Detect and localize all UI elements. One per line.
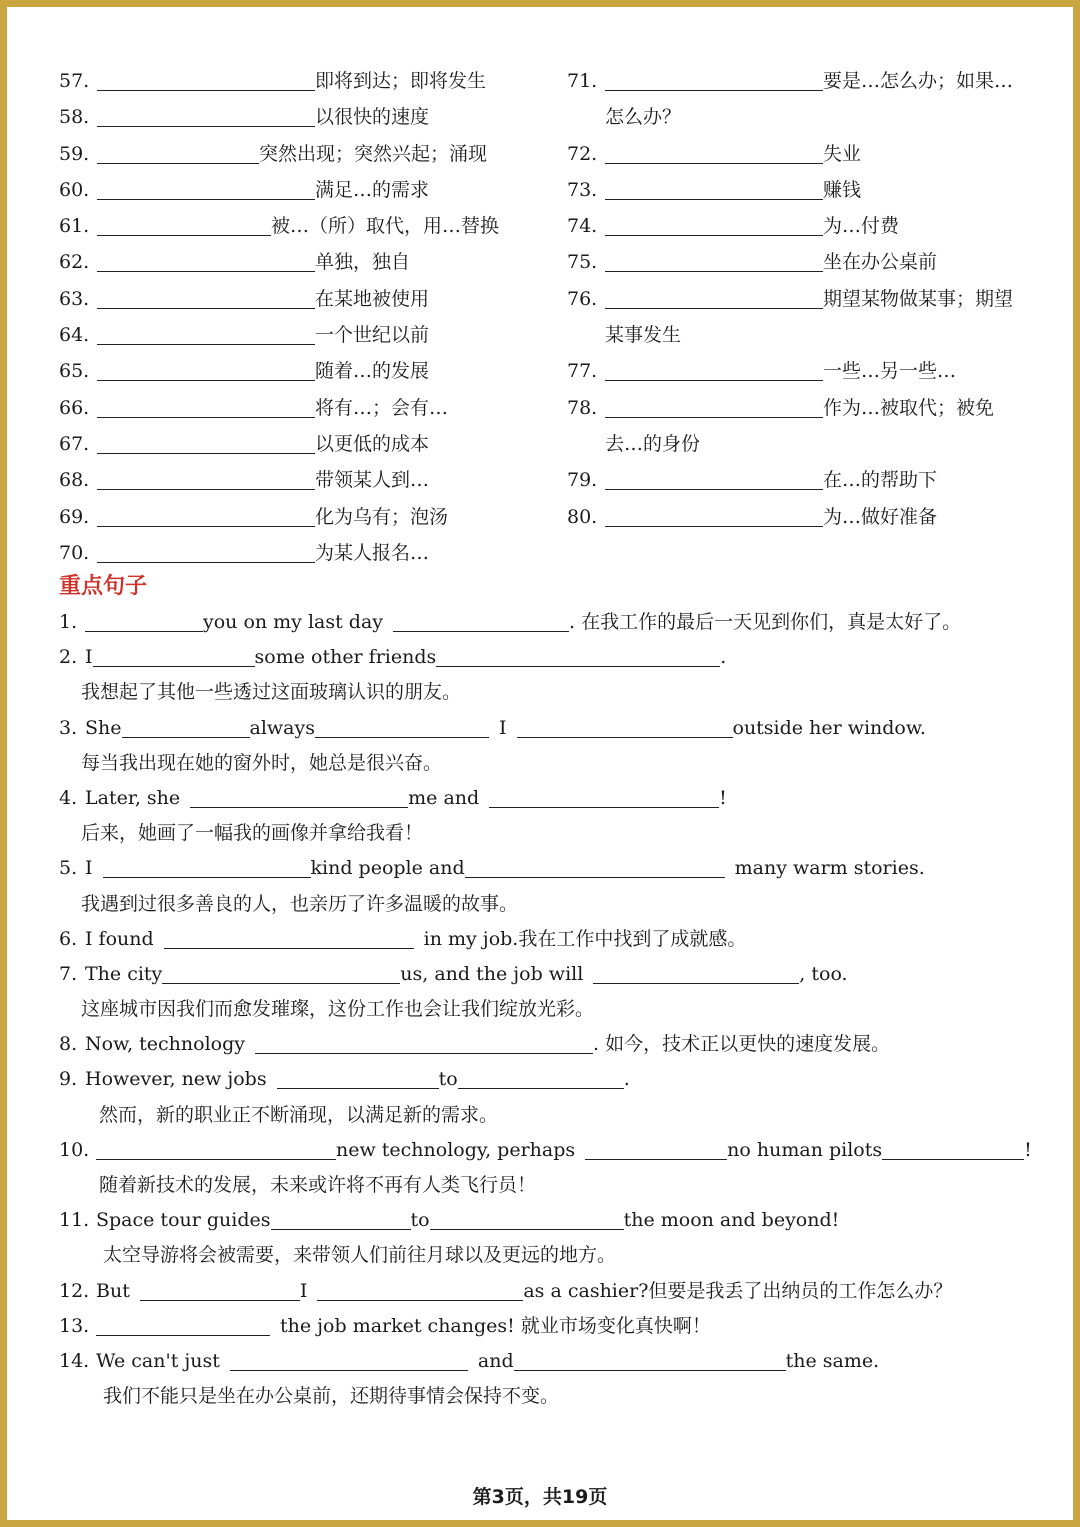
sentence-item: 13. the job market changes! 就业市场变化真快啊！ [59,1314,711,1337]
vocab-item: 69. 化为乌有；泡汤 [59,505,449,528]
vocab-item: 65. 随着…的发展 [59,360,430,383]
answer-blank[interactable] [97,395,315,418]
answer-blank[interactable] [97,286,315,309]
answer-blank[interactable] [97,358,315,381]
vocab-item-continuation: 去…的身份 [605,432,701,455]
vocab-item: 76. 期望某物做某事；期望 [567,287,1014,310]
answer-blank[interactable] [271,1207,411,1230]
answer-blank[interactable] [593,961,799,984]
sentence-item: 11. Space tour guides to the moon and beyond! [59,1209,840,1232]
sentence-item: 7. The city us, and the job will , too. [59,962,848,985]
sentence-translation: 太空导游将会被需要，来带领人们前往月球以及更远的地方。 [103,1244,617,1267]
answer-blank[interactable] [97,322,315,345]
answer-blank[interactable] [140,1278,300,1301]
sentence-translation: 我遇到过很多善良的人，也亲历了许多温暖的故事。 [81,892,519,915]
sentence-item: 9. However, new jobs to . [59,1068,630,1091]
sentence-translation: 我们不能只是坐在办公桌前，还期待事情会保持不变。 [103,1385,560,1408]
sentence-item: 3. She always I outside her window. [59,716,926,739]
answer-blank[interactable] [85,609,203,632]
answer-blank[interactable] [277,1066,439,1089]
answer-blank[interactable] [317,1278,523,1301]
sentence-item: 8. Now, technology . 如今，技术正以更快的速度发展。 [59,1033,891,1056]
sentence-item: 1. you on my last day . 在我工作的最后一天见到你们，真是太好了。 [59,611,962,633]
answer-blank[interactable] [97,68,315,91]
sentence-translation: 我想起了其他一些透过这面玻璃认识的朋友。 [81,681,462,704]
answer-blank[interactable] [605,358,823,381]
vocab-item: 75. 坐在办公桌前 [567,251,938,274]
section-title: 重点句子 [59,573,148,599]
answer-blank[interactable] [97,540,315,563]
vocab-item: 80. 为…做好准备 [567,505,938,528]
sentence-item: 10. new technology, perhaps no human pilots ! [59,1138,1032,1161]
vocab-item: 70. 为某人报名… [59,541,430,564]
answer-blank[interactable] [164,926,414,949]
page-number: 第3页，共19页 [472,1486,608,1508]
sentence-item: 14. We can't just and the same. [59,1349,880,1372]
answer-blank[interactable] [97,249,315,272]
sentence-translation: 这座城市因我们而愈发璀璨，这份工作也会让我们绽放光彩。 [81,998,595,1021]
answer-blank[interactable] [514,1348,786,1371]
vocab-item-continuation: 某事发生 [605,324,682,347]
vocab-item: 74. 为…付费 [567,215,900,238]
vocab-column-left [59,63,539,571]
answer-blank[interactable] [585,1137,727,1160]
vocab-item-continuation: 怎么办？ [605,106,682,129]
sentence-item: 2. I some other friends . [59,646,727,669]
answer-blank[interactable] [162,961,400,984]
answer-blank[interactable] [97,467,315,490]
vocab-item: 58. 以很快的速度 [59,106,430,129]
answer-blank[interactable] [465,855,725,878]
answer-blank[interactable] [436,644,720,667]
key-sentences [59,605,1049,1414]
vocab-item: 61. 被…（所）取代，用…替换 [59,215,500,238]
answer-blank[interactable] [122,715,250,738]
vocab-item: 63. 在某地被使用 [59,287,430,310]
vocab-item: 64. 一个世纪以前 [59,324,430,347]
answer-blank[interactable] [882,1137,1024,1160]
vocab-item: 67. 以更低的成本 [59,432,430,455]
answer-blank[interactable] [96,1313,270,1336]
vocab-item: 60. 满足…的需求 [59,178,430,201]
answer-blank[interactable] [97,504,315,527]
answer-blank[interactable] [96,1137,336,1160]
sentence-translation: 后来，她画了一幅我的画像并拿给我看！ [81,822,424,845]
vocab-item: 66. 将有…；会有… [59,396,449,419]
answer-blank[interactable] [605,68,823,91]
answer-blank[interactable] [605,504,823,527]
vocab-item: 57. 即将到达；即将发生 [59,70,487,92]
answer-blank[interactable] [97,177,315,200]
vocab-column-right [567,63,1047,535]
vocab-item: 78. 作为…被取代；被免 [567,396,995,419]
answer-blank[interactable] [458,1066,624,1089]
sentence-item: 4. Later, she me and ! [59,786,727,809]
answer-blank[interactable] [230,1348,468,1371]
answer-blank[interactable] [605,395,823,418]
vocab-item: 71. 要是…怎么办；如果… [567,70,1014,92]
vocab-item: 68. 带领某人到… [59,469,430,492]
answer-blank[interactable] [605,141,823,164]
answer-blank[interactable] [93,644,255,667]
answer-blank[interactable] [315,715,489,738]
answer-blank[interactable] [605,467,823,490]
answer-blank[interactable] [605,249,823,272]
sentence-item: 12. But I as a cashier?但要是我丢了出纳员的工作怎么办？ [59,1279,953,1302]
vocab-item: 77. 一些…另一些… [567,360,957,383]
vocab-item: 62. 单独，独自 [59,251,411,274]
answer-blank[interactable] [190,785,408,808]
answer-blank[interactable] [97,141,259,164]
vocab-item: 79. 在…的帮助下 [567,469,938,492]
answer-blank[interactable] [97,431,315,454]
sentence-translation: 每当我出现在她的窗外时，她总是很兴奋。 [81,751,443,774]
sentence-item: 5. I kind people and many warm stories. [59,857,925,880]
sentence-translation: 随着新技术的发展，未来或许将不再有人类飞行员！ [99,1174,537,1196]
answer-blank[interactable] [393,609,569,632]
answer-blank[interactable] [103,855,311,878]
answer-blank[interactable] [605,286,823,309]
answer-blank[interactable] [489,785,719,808]
answer-blank[interactable] [255,1031,593,1054]
answer-blank[interactable] [97,104,315,127]
sentence-translation: 然而，新的职业正不断涌现，以满足新的需求。 [99,1103,499,1126]
answer-blank[interactable] [605,177,823,200]
answer-blank[interactable] [430,1207,624,1230]
answer-blank[interactable] [97,213,271,236]
answer-blank[interactable] [517,715,733,738]
vocab-item: 73. 赚钱 [567,178,862,201]
vocab-item: 72. 失业 [567,142,862,165]
sentence-item: 6. I found in my job.我在工作中找到了成就感。 [59,927,747,950]
vocab-item: 59. 突然出现；突然兴起；涌现 [59,142,488,165]
answer-blank[interactable] [605,213,823,236]
